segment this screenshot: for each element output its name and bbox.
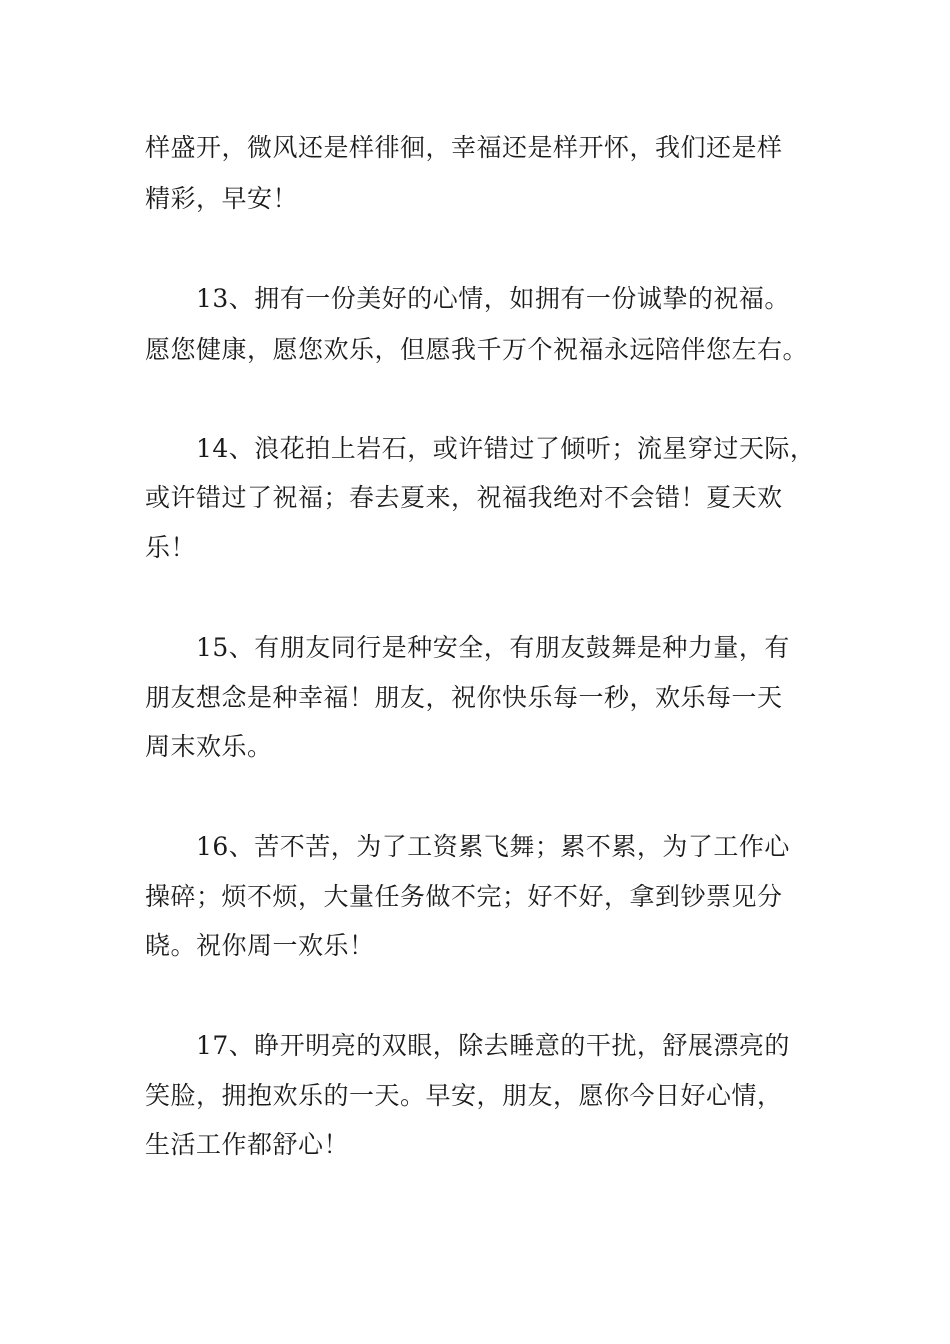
paragraph-line: 16、苦不苦，为了工资累飞舞；累不累，为了工作心 bbox=[196, 832, 790, 861]
paragraph-line: 晓。祝你周一欢乐！ bbox=[145, 931, 375, 960]
paragraph-line: 17、睁开明亮的双眼，除去睡意的干扰，舒展漂亮的 bbox=[196, 1031, 790, 1060]
paragraph-line: 或许错过了祝福；春去夏来，祝福我绝对不会错！夏天欢 bbox=[145, 483, 783, 512]
paragraph-line: 朋友想念是种幸福！朋友，祝你快乐每一秒，欢乐每一天 bbox=[145, 683, 783, 712]
paragraph-line: 笑脸，拥抱欢乐的一天。早安，朋友，愿你今日好心情， bbox=[145, 1081, 783, 1110]
paragraph-line: 样盛开，微风还是样徘徊，幸福还是样开怀，我们还是样 bbox=[145, 133, 783, 162]
paragraph-line: 13、拥有一份美好的心情，如拥有一份诚挚的祝福。 bbox=[196, 284, 790, 313]
paragraph-line: 乐！ bbox=[145, 533, 197, 562]
paragraph-line: 愿您健康，愿您欢乐，但愿我千万个祝福永远陪伴您左右。 bbox=[145, 335, 809, 364]
paragraph-line: 15、有朋友同行是种安全，有朋友鼓舞是种力量，有 bbox=[196, 633, 790, 662]
paragraph-line: 精彩，早安！ bbox=[145, 184, 299, 213]
paragraph-line: 14、浪花拍上岩石，或许错过了倾听；流星穿过天际， bbox=[196, 434, 816, 463]
paragraph-line: 生活工作都舒心！ bbox=[145, 1130, 350, 1159]
paragraph-line: 操碎；烦不烦，大量任务做不完；好不好，拿到钞票见分 bbox=[145, 882, 783, 911]
paragraph-line: 周末欢乐。 bbox=[145, 732, 273, 761]
